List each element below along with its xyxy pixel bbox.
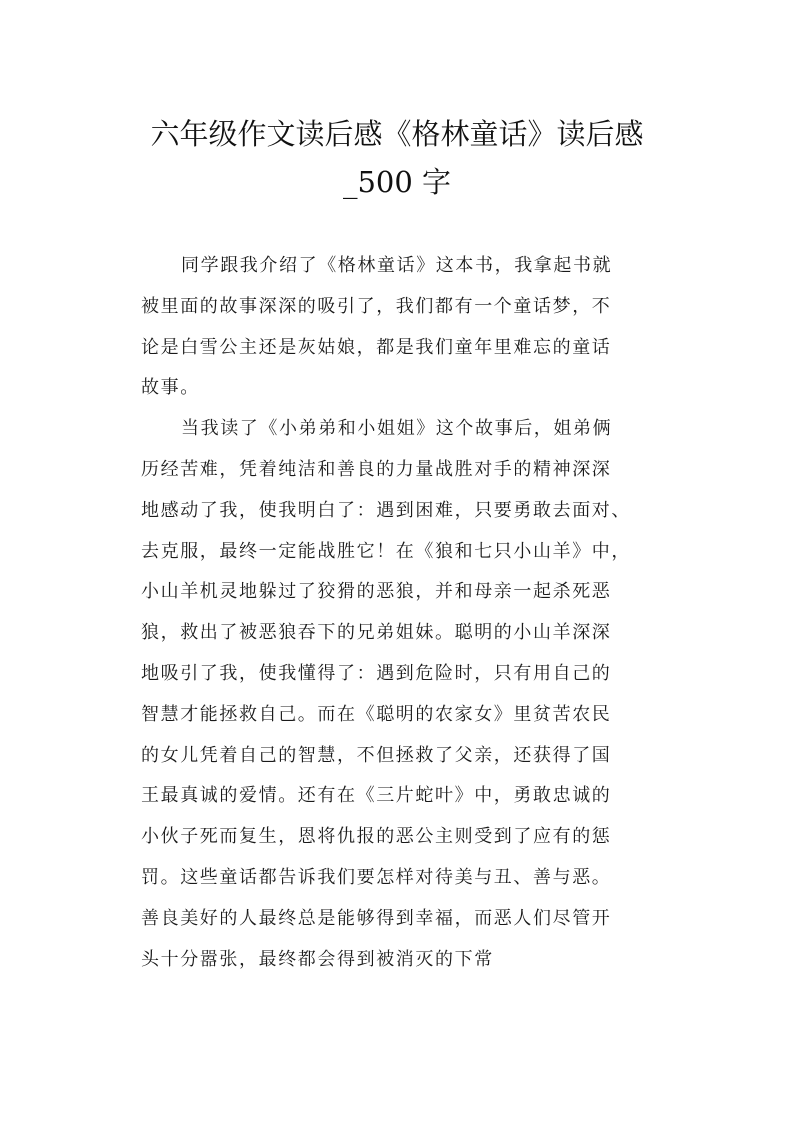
title-line-2: _500 字 <box>342 165 452 199</box>
text-line: 罚。这些童话都告诉我们要怎样对待美与丑、善与恶。 <box>141 866 612 888</box>
text-line: 同学跟我介绍了《格林童话》这本书，我拿起书就 <box>181 255 613 276</box>
text-line: 智慧才能拯救自己。而在《聪明的农家女》里贫苦农民 <box>141 703 612 725</box>
text-line: 论是白雪公主还是灰姑娘，都是我们童年里难忘的童话 <box>141 336 612 358</box>
text-line: 头十分嚣张，最终都会得到被消灭的下常 <box>141 948 494 970</box>
text-line: 地感动了我，使我明白了：遇到困难，只要勇敢去面对、 <box>141 499 631 521</box>
page-title <box>100 110 694 206</box>
text-line: 故事。 <box>141 377 200 399</box>
text-line: 狼，救出了被恶狼吞下的兄弟姐妹。聪明的小山羊深深 <box>141 622 612 644</box>
text-line: 地吸引了我，使我懂得了：遇到危险时，只有用自己的 <box>141 662 612 684</box>
text-line: 去克服，最终一定能战胜它！在《狼和七只小山羊》中， <box>141 540 631 562</box>
text-line: 被里面的故事深深的吸引了，我们都有一个童话梦，不 <box>141 295 612 317</box>
title-line-1: 六年级作文读后感《格林童话》读后感 <box>150 117 644 151</box>
text-line: 小伙子死而复生，恩将仇报的恶公主则受到了应有的惩 <box>141 826 612 848</box>
article-body <box>141 246 659 980</box>
text-line: 善良美好的人最终总是能够得到幸福，而恶人们尽管开 <box>141 907 612 929</box>
text-line: 历经苦难，凭着纯洁和善良的力量战胜对手的精神深深 <box>141 458 612 480</box>
text-line: 小山羊机灵地躲过了狡猾的恶狼，并和母亲一起杀死恶 <box>141 581 612 603</box>
text-line: 的女儿凭着自己的智慧，不但拯救了父亲，还获得了国 <box>141 744 612 766</box>
text-line: 当我读了《小弟弟和小姐姐》这个故事后，姐弟俩 <box>181 418 613 440</box>
text-line: 王最真诚的爱情。还有在《三片蛇叶》中，勇敢忠诚的 <box>141 785 612 807</box>
